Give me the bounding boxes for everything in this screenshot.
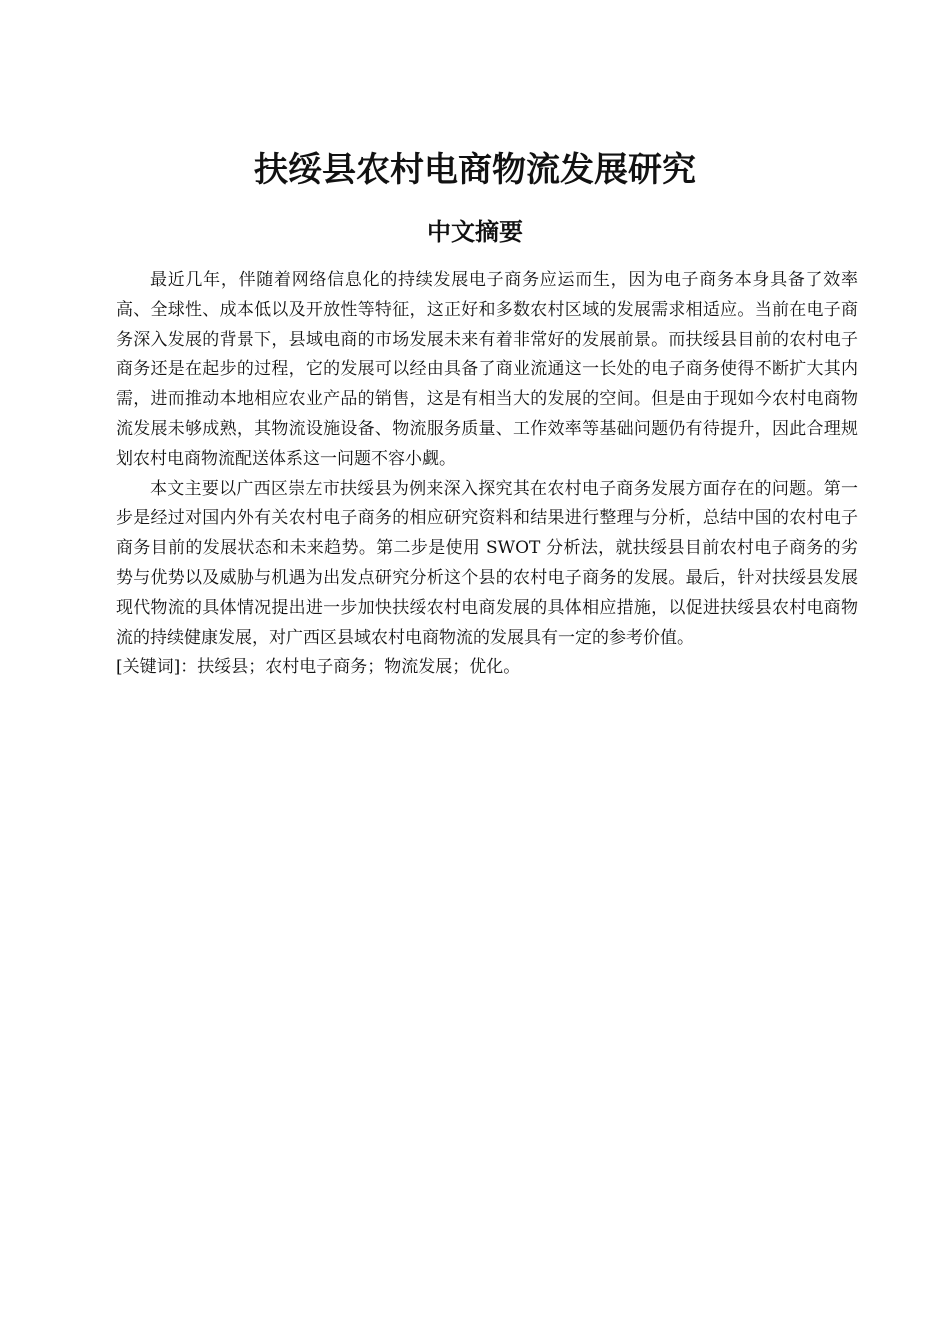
document-title: 扶绥县农村电商物流发展研究 [254, 150, 696, 190]
keywords-line: [关键词]：扶绥县；农村电子商务；物流发展；优化。 [116, 657, 521, 678]
abstract-body [116, 266, 858, 683]
abstract-paragraph: 本文主要以广西区崇左市扶绥县为例来深入探究其在农村电子商务发展方面存在的问题。第一步是经过对国内外有关农村电子商务的相应研究资料和结果进行整理与分析，总结中国的农村电子商务目前的发展状态和未来趋势。第二步是使用 SWOT 分析法，就扶绥县目前农村电子商务的劣势与优势以及威胁与机遇为出发点研究分析这个县的农村电子商务的发展。最后，针对扶绥县发展现代物流的具体情况提出进一步加快扶绥农村电商发展的具体相应措施，以促进扶绥县农村电商物流的持续健康发展，对广西区县域农村电商物流的发展具有一定的参考价值。 [116, 478, 858, 648]
abstract-paragraph: 最近几年，伴随着网络信息化的持续发展电子商务应运而生，因为电子商务本身具备了效率高、全球性、成本低以及开放性等特征，这正好和多数农村区域的发展需求相适应。当前在电子商务深入发展的背景下，县域电商的市场发展未来有着非常好的发展前景。而扶绥县目前的农村电子商务还是在起步的过程，它的发展可以经由具备了商业流通这一长处的电子商务使得不断扩大其内需，进而推动本地相应农业产品的销售，这是有相当大的发展的空间。但是由于现如今农村电商物流发展未够成熟，其物流设施设备、物流服务质量、工作效率等基础问题仍有待提升，因此合理规划农村电商物流配送体系这一问题不容小觑。 [116, 270, 858, 469]
abstract-heading: 中文摘要 [427, 218, 523, 246]
